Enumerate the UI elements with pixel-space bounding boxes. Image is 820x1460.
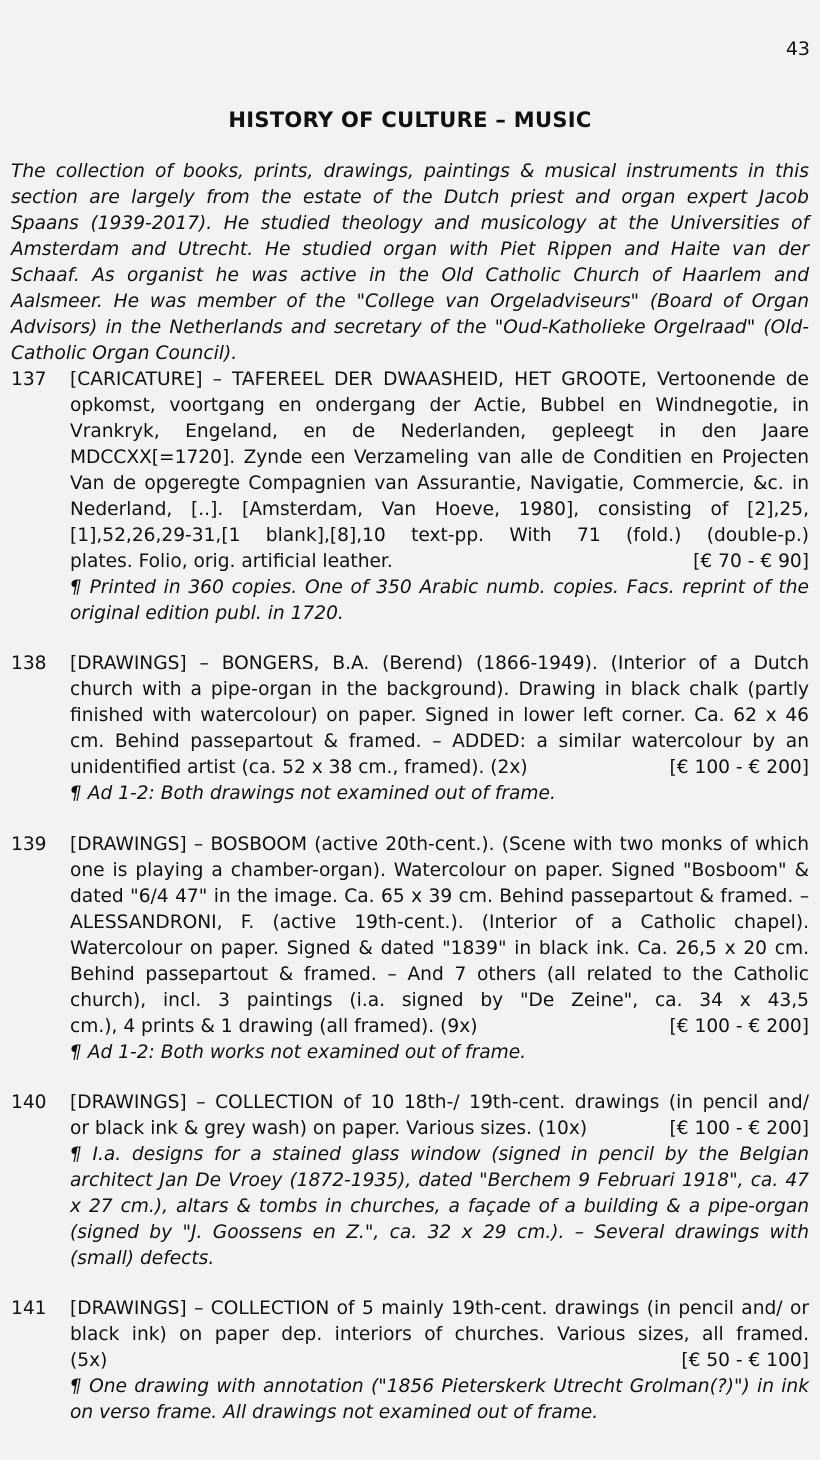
lot-description-final-line [70,549,809,575]
lot-description: [DRAWINGS] – BONGERS, B.A. (Berend) (1866-1949). (Interior of a Dutch church with a pipe-organ in the background). Drawing in black chalk (partly finished with watercolour) on paper. Signed in lower left corner. Ca. 62 x 46 cm. Behind passepartout & framed. – ADDED: a similar watercolour by an [70,653,809,752]
lot-note: ¶ I.a. designs for a stained glass window (signed in pencil by the Belgian architect Jan De Vroey (1872-1935), dated "Berchem 9 Februari 1918", ca. 47 x 27 cm.), altars & tombs in churches, a façade of a building & a pipe-organ (signed by "J. Goossens en Z.", ca. 32 x 29 cm.). – Several drawings with (small) defects. [70,1144,809,1269]
lot-body [70,651,809,807]
lot-body [70,1090,809,1272]
lot-description-final-line [70,1116,809,1142]
lot-description-end: unidentified artist (ca. 52 x 38 cm., framed). (2x) [70,757,528,778]
lot-description: [DRAWINGS] – BOSBOOM (active 20th-cent.). (Scene with two monks of which one is playing a chamber-organ). Watercolour on paper. Signed "Bosboom" & dated "6/4 47" in the image. Ca. 65 x 39 cm. Behind passepartout & framed. – ALESSANDRONI, F. (active 19th-cent.). (Interior of a Catholic chapel). Watercolour on paper. Signed & dated "1839" in black ink. Ca. 26,5 x 20 cm. Behind passepartout & framed. – And 7 others (all related to the Catholic church), incl. 3 paintings (i.a. signed by "De Zeine", ca. 34 x 43,5 [70,834,809,1011]
lot-description-end: or black ink & grey wash) on paper. Various sizes. (10x) [70,1118,588,1139]
lot-body [70,367,809,627]
lot-description-end: cm.), 4 prints & 1 drawing (all framed). (9x) [70,1016,478,1037]
lot-number: 141 [11,1298,47,1319]
lot-note: ¶ Printed in 360 copies. One of 350 Arabic numb. copies. Facs. reprint of the original edition publ. in 1720. [70,577,809,624]
lot-description-final-line [70,1014,809,1040]
lot-description-end: (5x) [70,1350,108,1371]
lot-description-end: plates. Folio, orig. artificial leather. [70,551,393,572]
lot-description: [DRAWINGS] – COLLECTION of 10 18th-/ 19th-cent. drawings (in pencil and/ [70,1092,809,1113]
lot-description-final-line [70,755,809,781]
lot-number: 137 [11,369,47,390]
lot-note: ¶ Ad 1-2: Both drawings not examined out of frame. [70,783,556,804]
section-title: HISTORY OF CULTURE – MUSIC [228,108,592,132]
lot-number: 140 [11,1092,47,1113]
lot-estimate: [€ 70 - € 90] [693,551,809,572]
lot-estimate: [€ 50 - € 100] [681,1350,809,1371]
lot-note: ¶ One drawing with annotation ("1856 Pieterskerk Utrecht Grolman(?)") in ink on verso frame. All drawings not examined out of frame. [70,1376,809,1423]
lot-body [70,1296,809,1426]
lot-note: ¶ Ad 1-2: Both works not examined out of frame. [70,1042,527,1063]
lot-estimate: [€ 100 - € 200] [669,1016,809,1037]
lot-estimate: [€ 100 - € 200] [669,1118,809,1139]
lot-body [70,832,809,1066]
lot-description-final-line [70,1348,809,1374]
page-number: 43 [785,38,810,60]
lot-description: [CARICATURE] – TAFEREEL DER DWAASHEID, HET GROOTE, Vertoonende de opkomst, voortgang en ondergang der Actie, Bubbel en Windnegotie, in Vrankryk, Engeland, en de Nederlanden, gepleegt in den Jaare MDCCXX[=1720]. Zynde een Verzameling van alle de Conditien en Projecten Van de opgeregte Compagnien van Assurantie, Navigatie, Commercie, &c. in Nederland, [..]. [Amsterdam, Van Hoeve, 1980], consisting of [2],25,[1],52,26,29-31,[1 blank],[8],10 text-pp. With 71 (fold.) (double-p.) [70,369,809,546]
lot-number: 138 [11,653,47,674]
section-intro: The collection of books, prints, drawings, paintings & musical instruments in this section are largely from the estate of the Dutch priest and organ expert Jacob Spaans (1939-2017). He studied theology and musicology at the Universities of Amsterdam and Utrecht. He studied organ with Piet Rippen and Haite van der Schaaf. As organist he was active in the Old Catholic Church of Haarlem and Aalsmeer. He was member of the "College van Orgeladviseurs" (Board of Organ Advisors) in the Netherlands and secretary of the "Oud-Katholieke Orgelraad" (Old-Catholic Organ Council). [11,161,809,364]
lot-description: [DRAWINGS] – COLLECTION of 5 mainly 19th-cent. drawings (in pencil and/ or black ink) on paper dep. interiors of churches. Various sizes, all framed. [70,1298,809,1345]
lot-number: 139 [11,834,47,855]
lot-estimate: [€ 100 - € 200] [669,757,809,778]
